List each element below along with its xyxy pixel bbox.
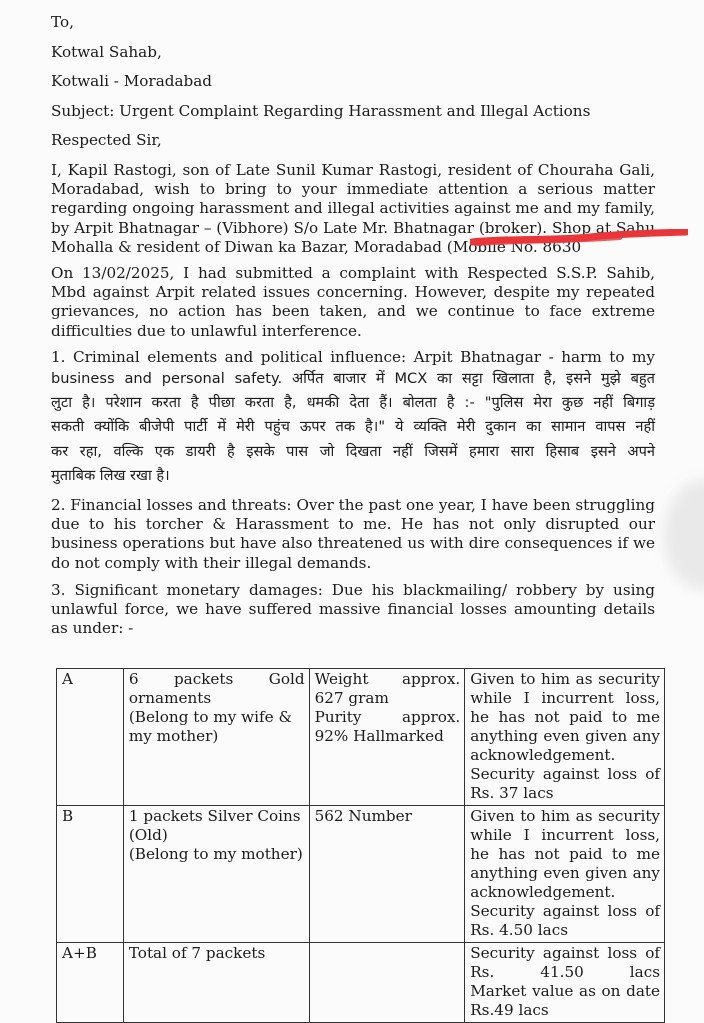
text-line: Mbd against Arpit related issues concerning. However, despite my repeated	[51, 283, 655, 302]
cell-line: he has not paid to me	[470, 845, 660, 863]
letter-salutation: Respected Sir,	[51, 131, 162, 150]
cell-line: my mother)	[128, 727, 219, 745]
cell-line: Security against loss of	[470, 902, 660, 920]
cell-line: (Belong to my wife &	[128, 708, 292, 726]
text-line: I, Kapil Rastogi, son of Late Sunil Kumar Rastogi, resident of Chouraha Gali,	[51, 160, 655, 179]
assets-table	[56, 668, 665, 1023]
row-id-cell	[57, 806, 124, 943]
cell-line: while I incurrent loss,	[470, 826, 660, 844]
cell-line: (Old)	[128, 826, 168, 844]
detail-cell	[309, 806, 465, 943]
remark-cell	[465, 943, 665, 1023]
cell-line: acknowledgement.	[470, 883, 616, 901]
letter-body	[51, 13, 655, 648]
cell-line: 1 packets Silver Coins	[128, 807, 301, 825]
table-row	[57, 943, 665, 1023]
cell-line: Rs. 41.50 lacs	[470, 963, 660, 981]
table-row	[57, 806, 665, 943]
complaint-paragraph	[51, 264, 655, 341]
text-line: 2. Financial losses and threats: Over the past one year, I have been struggling	[51, 496, 655, 515]
cell-line: anything even given any	[470, 727, 660, 745]
text-line: do not comply with their illegal demands.	[51, 553, 372, 572]
cell-line: 92% Hallmarked	[314, 727, 444, 745]
text-line: as under: -	[51, 619, 134, 638]
text-line: grievances, no action has been taken, and we continue to face extreme	[51, 302, 655, 321]
letter-office: Kotwali - Moradabad	[51, 72, 213, 91]
row-id: A	[62, 670, 73, 688]
row-id-cell	[57, 943, 124, 1023]
cell-line: while I incurrent loss,	[470, 689, 660, 707]
cell-line: Purity approx.	[314, 708, 461, 726]
cell-line: 6 packets Gold	[128, 670, 305, 688]
text-line: Mohalla & resident of Diwan ka Bazar, Moradabad (Mobile No. 8630	[51, 237, 582, 256]
intro-paragraph	[51, 161, 655, 257]
detail-cell	[309, 943, 465, 1023]
text-line: regarding ongoing harassment and illegal activities against me and my family,	[51, 199, 655, 218]
letter-recipient: Kotwal Sahab,	[51, 42, 162, 61]
hindi-line: business and personal safety. अर्पित बाजार में MCX का सट्टा खिलाता है, इसने मुझे बहुत	[51, 370, 655, 387]
cell-line: Given to him as security	[470, 670, 660, 688]
hindi-line: लुटा है। परेशान करता है पीछा करता है, धमकी देता हैं। बोलता है :- "पुलिस मेरा कुछ नहीं बिगाड़	[51, 394, 655, 412]
cell-line: anything even given any	[470, 864, 660, 882]
hindi-line: कर रहा, वल्कि एक डायरी है इसके पास जो दिखता नहीं जिसमें हमारा सारा हिसाब इसने अपने	[51, 442, 655, 460]
cell-line: Given to him as security	[470, 807, 660, 825]
letter-subject: Subject: Urgent Complaint Regarding Harassment and Illegal Actions	[51, 101, 591, 120]
cell-line: Weight approx.	[314, 670, 461, 688]
cell-line: Total of 7 packets	[128, 944, 266, 962]
cell-line: Market value as on date	[470, 982, 660, 1000]
text-line: difficulties due to unlawful interference.	[51, 321, 362, 340]
text-line: On 13/02/2025, I had submitted a complaint with Respected S.S.P. Sahib,	[51, 263, 655, 282]
item-cell	[123, 669, 309, 806]
detail-cell	[309, 669, 465, 806]
row-id: B	[62, 807, 74, 825]
remark-cell	[465, 669, 665, 806]
text-line: due to his torcher & Harassment to me. He has not only disrupted our	[51, 515, 655, 534]
row-id: A+B	[62, 944, 97, 962]
item-cell	[123, 806, 309, 943]
letter-to: To,	[51, 13, 74, 31]
table-row	[57, 669, 665, 806]
cell-line: 562 Number	[314, 807, 412, 825]
remark-cell	[465, 806, 665, 943]
item-cell	[123, 943, 309, 1023]
hindi-line: मुताबिक लिख रखा है।	[51, 466, 170, 484]
text-line: 1. Criminal elements and political influence: Arpit Bhatnagar - harm to my	[51, 347, 655, 366]
cell-line: Security against loss of	[470, 944, 660, 962]
cell-line: Rs.49 lacs	[470, 1001, 549, 1019]
text-line: business operations but have also threatened us with dire consequences if we	[51, 534, 655, 553]
cell-line: he has not paid to me	[470, 708, 660, 726]
cell-line: (Belong to my mother)	[128, 845, 303, 863]
point-3	[51, 581, 655, 639]
text-line: 3. Significant monetary damages: Due his blackmailing/ robbery by using	[51, 580, 655, 599]
text-line: by Arpit Bhatnagar – (Vibhore) S/o Late Mr. Bhatnagar (broker). Shop at Sahu	[51, 218, 655, 237]
cell-line: Rs. 4.50 lacs	[470, 921, 568, 939]
page-shadow	[664, 480, 704, 590]
text-line: unlawful force, we have suffered massive financial losses amounting details	[51, 600, 655, 619]
cell-line: 627 gram	[314, 689, 389, 707]
hindi-line: सकती क्योंकि बीजेपी पार्टी में मेरी पहुंच ऊपर तक है।" ये व्यक्ति मेरी दुकान का सामान वापस नहीं	[51, 418, 655, 436]
cell-line: Security against loss of	[470, 765, 660, 783]
cell-line: Rs. 37 lacs	[470, 784, 554, 802]
row-id-cell	[57, 669, 124, 806]
point-2	[51, 496, 655, 573]
cell-line: ornaments	[128, 689, 212, 707]
cell-line: acknowledgement.	[470, 746, 616, 764]
text-line: Moradabad, wish to bring to your immediate attention a serious matter	[51, 180, 655, 199]
point-1	[51, 348, 655, 488]
